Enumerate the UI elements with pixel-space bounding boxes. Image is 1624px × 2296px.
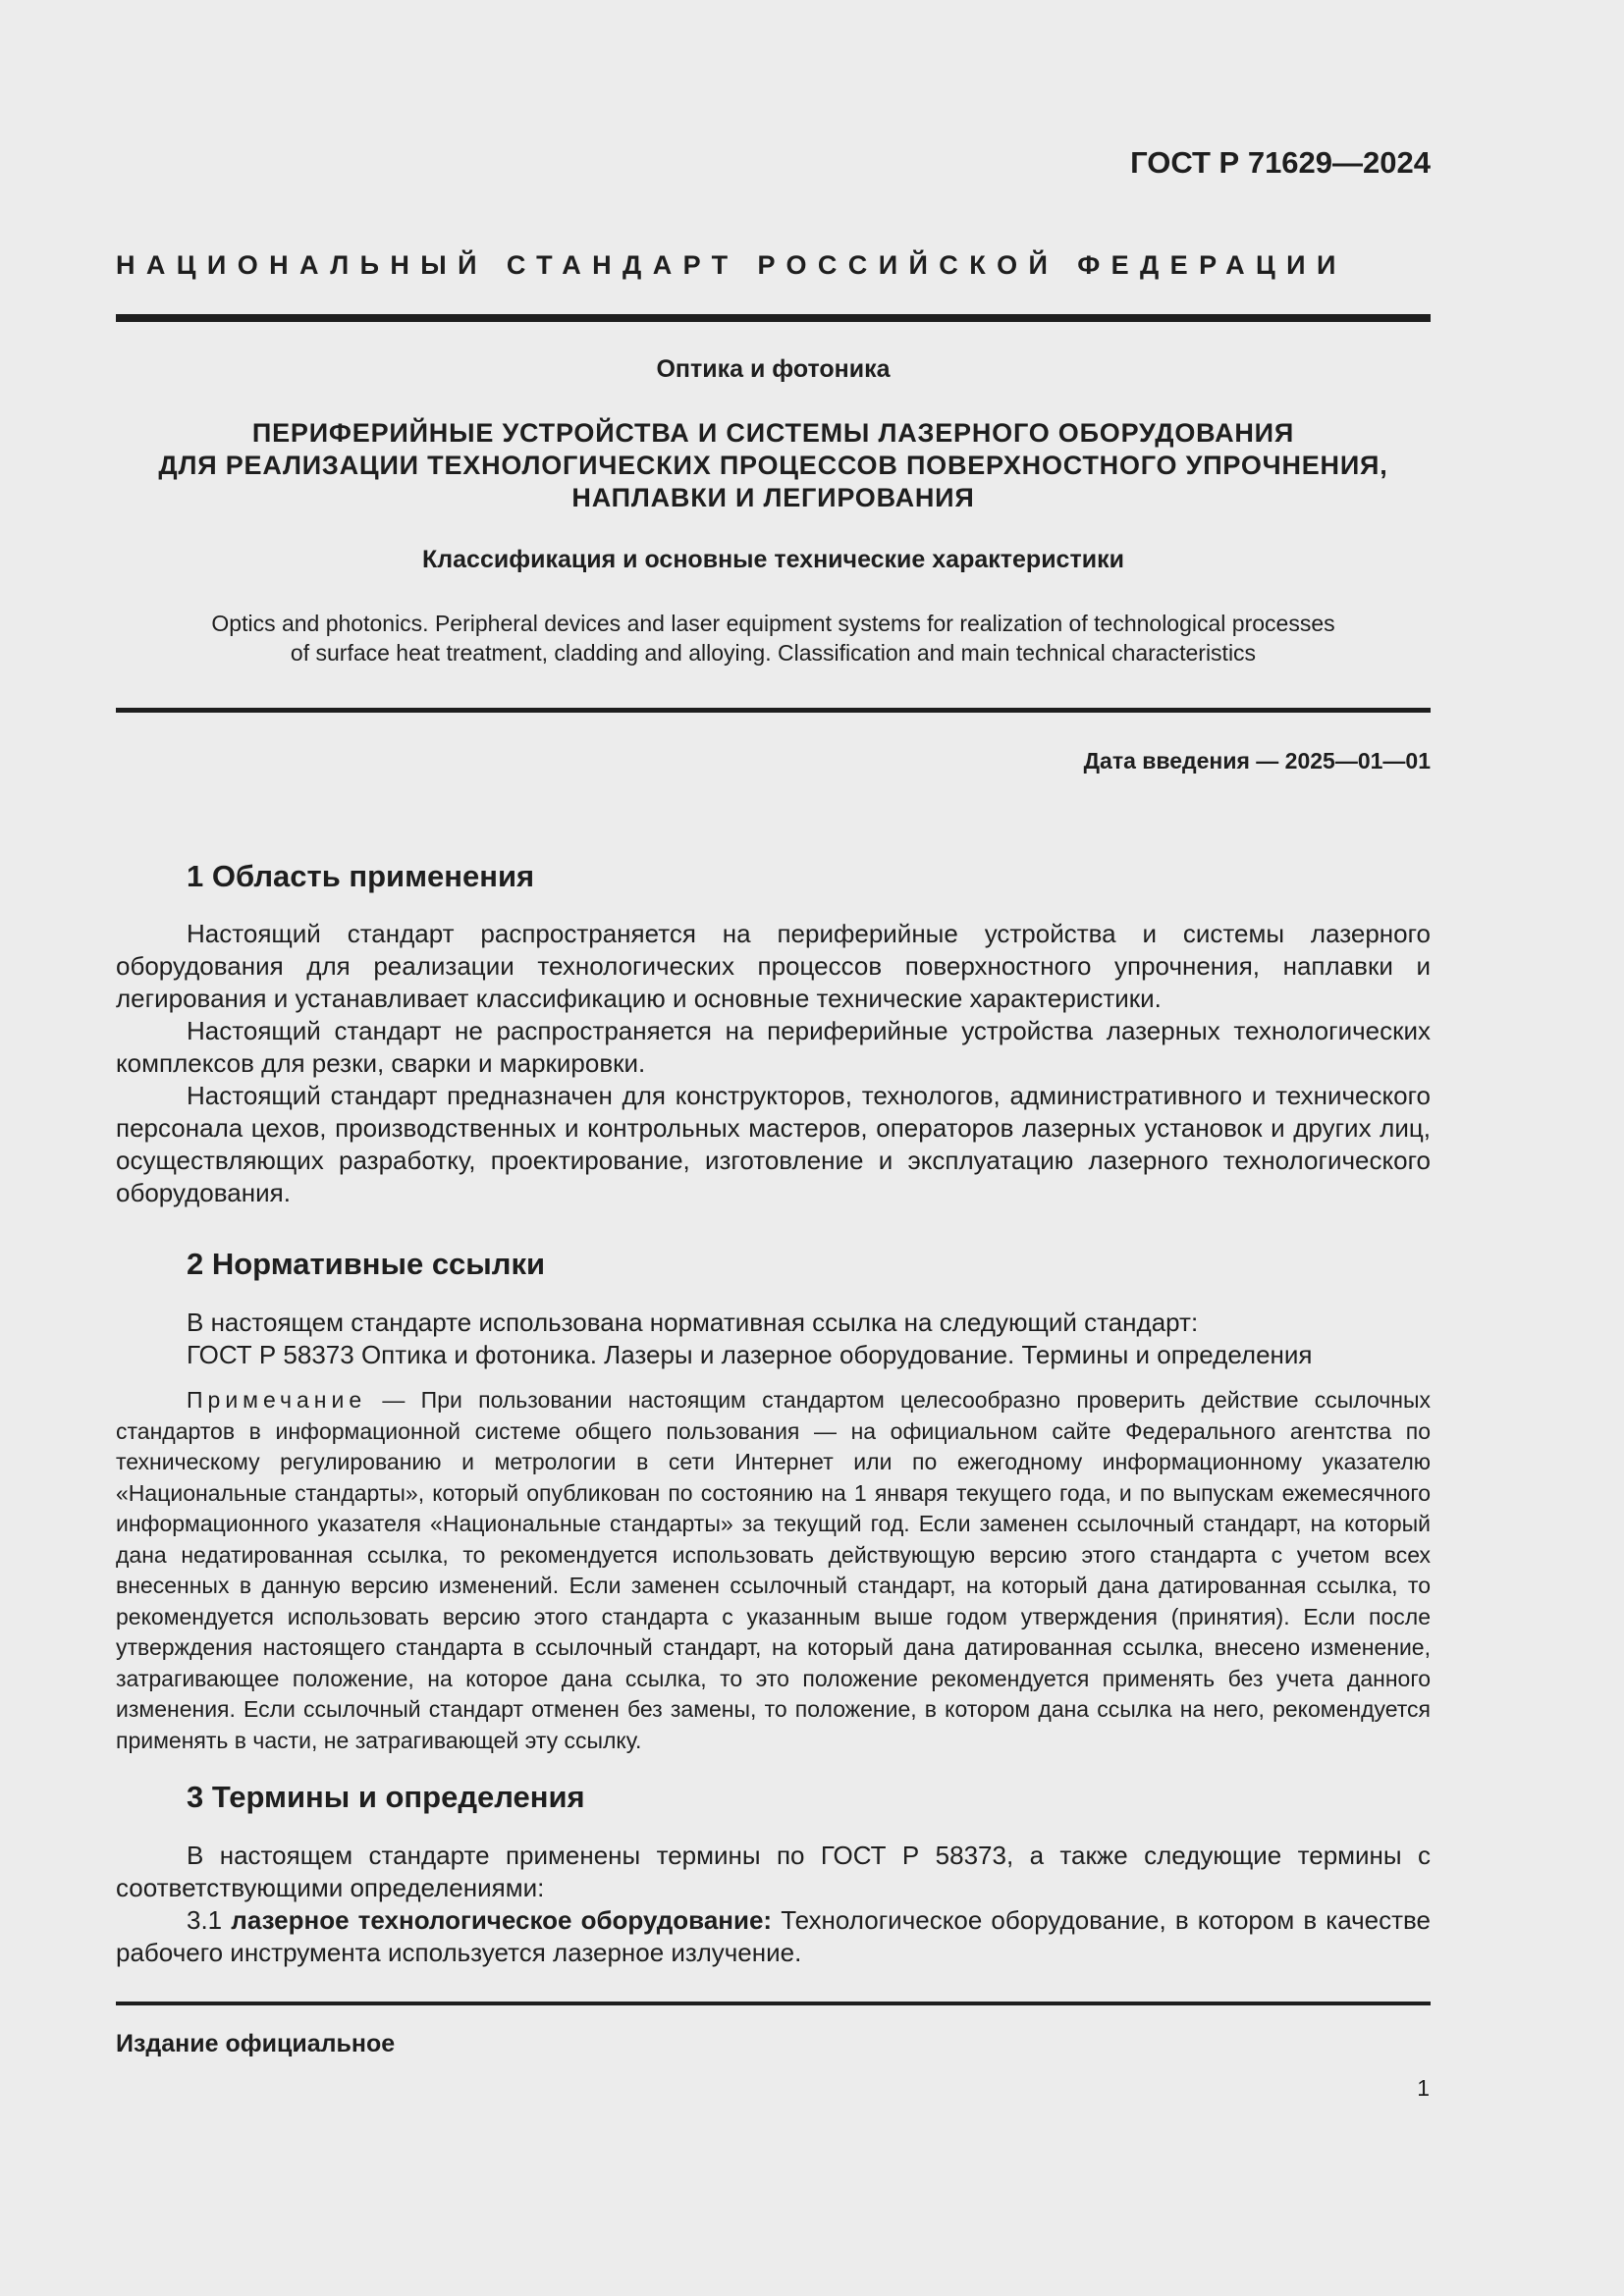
national-standard-banner: НАЦИОНАЛЬНЫЙ СТАНДАРТ РОССИЙСКОЙ ФЕДЕРАЦИИ <box>116 250 1347 280</box>
normative-reference: ГОСТ Р 58373 Оптика и фотоника. Лазеры и лазерное оборудование. Термины и определения <box>187 1340 1313 1369</box>
section-2-heading: 2 Нормативные ссылки <box>187 1247 546 1281</box>
document-subtitle: Классификация и основные технические характеристики <box>422 546 1124 573</box>
header-rule-thick <box>116 314 1431 322</box>
subject-heading: Оптика и фотоника <box>656 355 891 383</box>
footer-rule <box>116 2002 1431 2005</box>
section-2-body <box>116 1307 1431 1371</box>
section-3-body <box>116 1840 1431 1969</box>
document-title <box>116 417 1431 514</box>
section-1-heading: 1 Область применения <box>187 859 535 893</box>
english-title-line: of surface heat treatment, cladding and alloying. Classification and main technical characteristics <box>290 640 1257 666</box>
note-block <box>116 1385 1431 1756</box>
paragraph: Настоящий стандарт распространяется на периферийные устройства и системы лазерного оборудования для реализации технологических процессов поверхностного упрочнения, наплавки и легирования и устанавливает классификацию и основные технические характеристики. <box>116 919 1431 1013</box>
title-block-rule <box>116 708 1431 713</box>
introduction-date: Дата введения — 2025—01—01 <box>1083 748 1431 774</box>
section-1-body <box>116 918 1431 1209</box>
paragraph: В настоящем стандарте использована нормативная ссылка на следующий стандарт: <box>187 1308 1199 1337</box>
title-line: НАПЛАВКИ И ЛЕГИРОВАНИЯ <box>571 483 975 512</box>
title-line: ДЛЯ РЕАЛИЗАЦИИ ТЕХНОЛОГИЧЕСКИХ ПРОЦЕССОВ ПОВЕРХНОСТНОГО УПРОЧНЕНИЯ, <box>158 451 1388 480</box>
title-line: ПЕРИФЕРИЙНЫЕ УСТРОЙСТВА И СИСТЕМЫ ЛАЗЕРНОГО ОБОРУДОВАНИЯ <box>251 418 1295 448</box>
english-title-line: Optics and photonics. Peripheral devices and laser equipment systems for realization of technological processes <box>211 611 1335 636</box>
term-number: 3.1 <box>187 1905 223 1935</box>
english-title <box>116 609 1431 667</box>
term-definition <box>116 1904 1431 1969</box>
paragraph: Настоящий стандарт предназначен для конструкторов, технологов, административного и технического персонала цехов, производственных и контрольных мастеров, операторов лазерных установок и других лиц, осуществляющих разработку, проектирование, изготовление и эксплуатацию лазерного технологического оборудования. <box>116 1081 1431 1207</box>
term-definition-text: Технологическое оборудование, в котором в качестве рабочего инструмента используется лазерное излучение. <box>116 1905 1432 1967</box>
term: лазерное технологическое оборудование: <box>231 1905 773 1935</box>
section-3-heading: 3 Термины и определения <box>187 1780 585 1814</box>
note-label: Примечание <box>187 1387 367 1413</box>
document-number: ГОСТ Р 71629—2024 <box>1130 145 1431 180</box>
page-number: 1 <box>1417 2075 1430 2101</box>
paragraph: В настоящем стандарте применены термины по ГОСТ Р 58373, а также следующие термины с соответствующими определениями: <box>116 1841 1431 1902</box>
official-edition-label: Издание официальное <box>116 2030 396 2057</box>
note-text: — При пользовании настоящим стандартом целесообразно проверить действие ссылочных стандартов в информационной системе общего пользования — на официальном сайте Федерального агентства по техническому регулированию и метрологии в сети Интернет или по ежегодному информационному указателю «Национальные стандарты», который опубликован по состоянию на 1 января текущего года, и по выпускам ежемесячного информационного указателя «Национальные стандарты» за текущий год. Если заменен ссылочный стандарт, на который дана недатированная ссылка, то рекомендуется использовать действующую версию этого стандарта с учетом всех внесенных в данную версию изменений. Если заменен ссылочный стандарт, на который дана датированная ссылка, то рекомендуется использовать версию этого стандарта с указанным выше годом утверждения (принятия). Если после утверждения настоящего стандарта в ссылочный стандарт, на который дана датированная ссылка, внесено изменение, затрагивающее положение, на которое дана ссылка, то это положение рекомендуется применять без учета данного изменения. Если ссылочный стандарт отменен без замены, то положение, в котором дана ссылка на него, рекомендуется применять в части, не затрагивающей эту ссылку. <box>116 1387 1431 1753</box>
paragraph: Настоящий стандарт не распространяется на периферийные устройства лазерных технологических комплексов для резки, сварки и маркировки. <box>116 1016 1431 1078</box>
